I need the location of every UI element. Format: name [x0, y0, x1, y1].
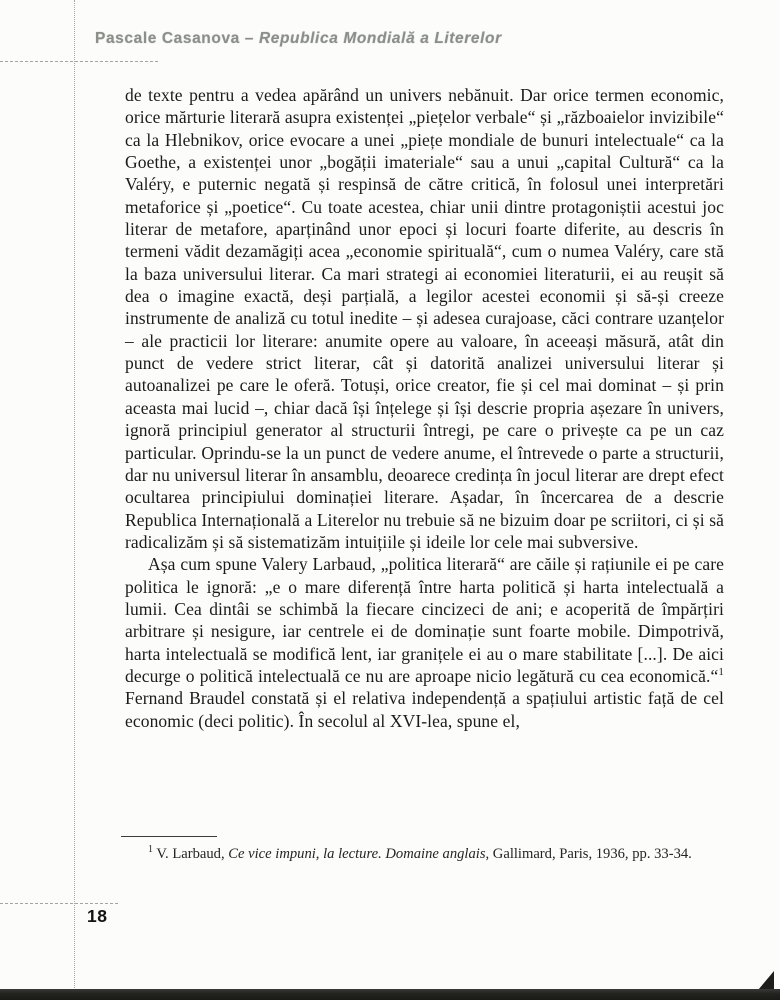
crop-mark-horizontal-bottom — [0, 903, 118, 904]
running-header-dash: – — [239, 30, 259, 47]
running-header-author: Pascale Casanova — [95, 30, 240, 47]
running-header-book-title: Republica Mondială a Literelor — [258, 30, 502, 47]
footnote-separator-rule — [121, 836, 217, 837]
paragraph-2-continuation: Fernand Braudel constată și el relativa independență a spațiului artistic față de cel economic (deci politic). În secolul al XVI-lea, spune el, — [125, 688, 724, 731]
footnote-reference-mark: 1 — [718, 666, 724, 679]
footnote-text-start: V. Larbaud, — [153, 846, 229, 862]
scan-corner-shadow — [758, 971, 774, 990]
footnote — [125, 845, 727, 865]
footnote-text-end: , Gallimard, Paris, 1936, pp. 33-34. — [485, 846, 692, 862]
crop-mark-horizontal-top — [0, 61, 158, 62]
running-header — [95, 30, 502, 48]
paragraph-2-text: Așa cum spune Valery Larbaud, „politica literară“ are căile și rațiunile ei pe care politica le ignoră: „e o mare diferență între harta politică și harta intelectuală a lumii. Cea dintâi se schimbă la fiecare cincizeci de ani; e acoperită de împărțiri arbitrare și nesigure, iar centrele ei de dominație sunt foarte mobile. Dimpotrivă, harta intelectuală se modifică lent, iar granițele ei au o mare stabilitate [...]. De aici decurge o politică intelectuală ce nu are aproape nicio legătură cu cea economică.“ — [125, 554, 724, 686]
crop-mark-vertical — [74, 0, 75, 988]
footnote-marker: 1 — [148, 844, 153, 856]
page-text-block — [125, 84, 724, 732]
paragraph-1: de texte pentru a vedea apărând un univers nebănuit. Dar orice termen economic, orice mărturie literară asupra existenței „piețelor verbale“ și „războaielor invizibile“ ca la Hlebnikov, orice evocare a unei „piețe mondiale de bunuri intelectuale“ ca la Goethe, a existenței unor „bogății imateriale“ sau a unui „capital Cultură“ ca la Valéry, e puternic negată și respinsă de către critică, în folosul unei interpretări metaforice și „poetice“. Cu toate acestea, chiar unii dintre protagoniștii acestui joc literar de metafore, aparținând unor epoci și locuri foarte diferite, au descris în termeni vădit dezamăgiți acea „economie spirituală“, cum o numea Valéry, care stă la baza universului literar. Ca mari strategi ai economiei literaturii, ei au reușit să dea o imagine exactă, deși parțială, a legilor acestei economii și să-și creeze instrumente de analiză cu totul inedite – și adesea curajoase, căci contrare uzanțelor – ale practicii lor literare: anumite opere au valoare, în aceeași măsură, atât din punct de vedere strict literar, cât și datorită analizei universului literar și autoanalizei pe care le oferă. Totuși, orice creator, fie și cel mai dominat – și prin aceasta mai lucid –, chiar dacă își înțelege și își descrie propria așezare în univers, ignoră principiul generator al structurii întregi, pe care o privește ca pe un caz particular. Oprindu-se la un punct de vedere anume, el întrevede o parte a structurii, dar nu universul literar în ansamblu, deoarece credința în jocul literar are drept efect ocultarea principiului dominației literare. Așadar, în încercarea de a descrie Republica Internațională a Literelor nu trebuie să ne bizuim doar pe scriitori, ci și să radicalizăm și să sistematizăm intuițiile și ideile lor cele mai subversive. — [125, 85, 724, 552]
paragraph-2 — [125, 553, 724, 732]
footnote-cited-title: Ce vice impuni, la lecture. Domaine anglais — [228, 846, 486, 862]
page-number: 18 — [87, 906, 108, 926]
scan-bottom-edge — [0, 989, 780, 1000]
